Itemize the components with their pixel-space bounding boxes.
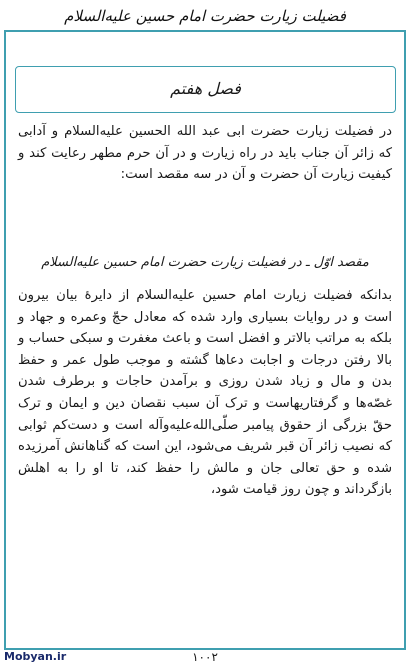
running-header: فضیلت زیارت حضرت امام حسین علیه‌السلام [64, 7, 346, 25]
chapter-title: فصل هفتم [170, 79, 241, 98]
chapter-title-box [15, 66, 396, 113]
section-heading: مقصد اوّل ـ در فضیلت زیارت حضرت امام حسین علیه‌السلام [41, 255, 369, 270]
body-paragraph: بدانکه فضیلت زیارت امام حسین علیه‌السلام از دایرهٔ بیان بیرون است و در روایات بسیاری وارد شده که معادل حجّ وعمره و جهاد و بلکه به مراتب بالاتر و افضل است و باعث مغفرت و سبکی حساب و بالا رفتن درجات و اجابت دعاها گشته و موجب طول عمر و حفظ بدن و مال و زیاد شدن روزی و برآمدن حاجات و برطرف شدن غصّه‌ها و گرفتاریهاست و ترک آن سبب نقصان دین و ایمان و ترک حقّ بزرگی از حقوق پیامبر صلّی‌الله‌علیه‌وآله است و دست‌کم ثوابی که نصیب زائر آن قبر شریف می‌شود، این است که گناهانش آمرزیده شده و حق تعالی جان و مالش را حفظ کند، تا او را به اهلش بازگرداند و چون روز قیامت شود، [18, 288, 392, 498]
site-watermark: Mobyan.ir [4, 650, 67, 663]
intro-paragraph: در فضیلت زیارت حضرت ابی عبد الله الحسین علیه‌السلام و آدابی که زائر آن جناب باید در راه زیارت و در آن حرم مطهر رعایت کند و کیفیت زیارت آن حضرت و آن در سه مقصد است: [18, 124, 392, 182]
page-number: ۱۰۰۲ [192, 650, 218, 664]
